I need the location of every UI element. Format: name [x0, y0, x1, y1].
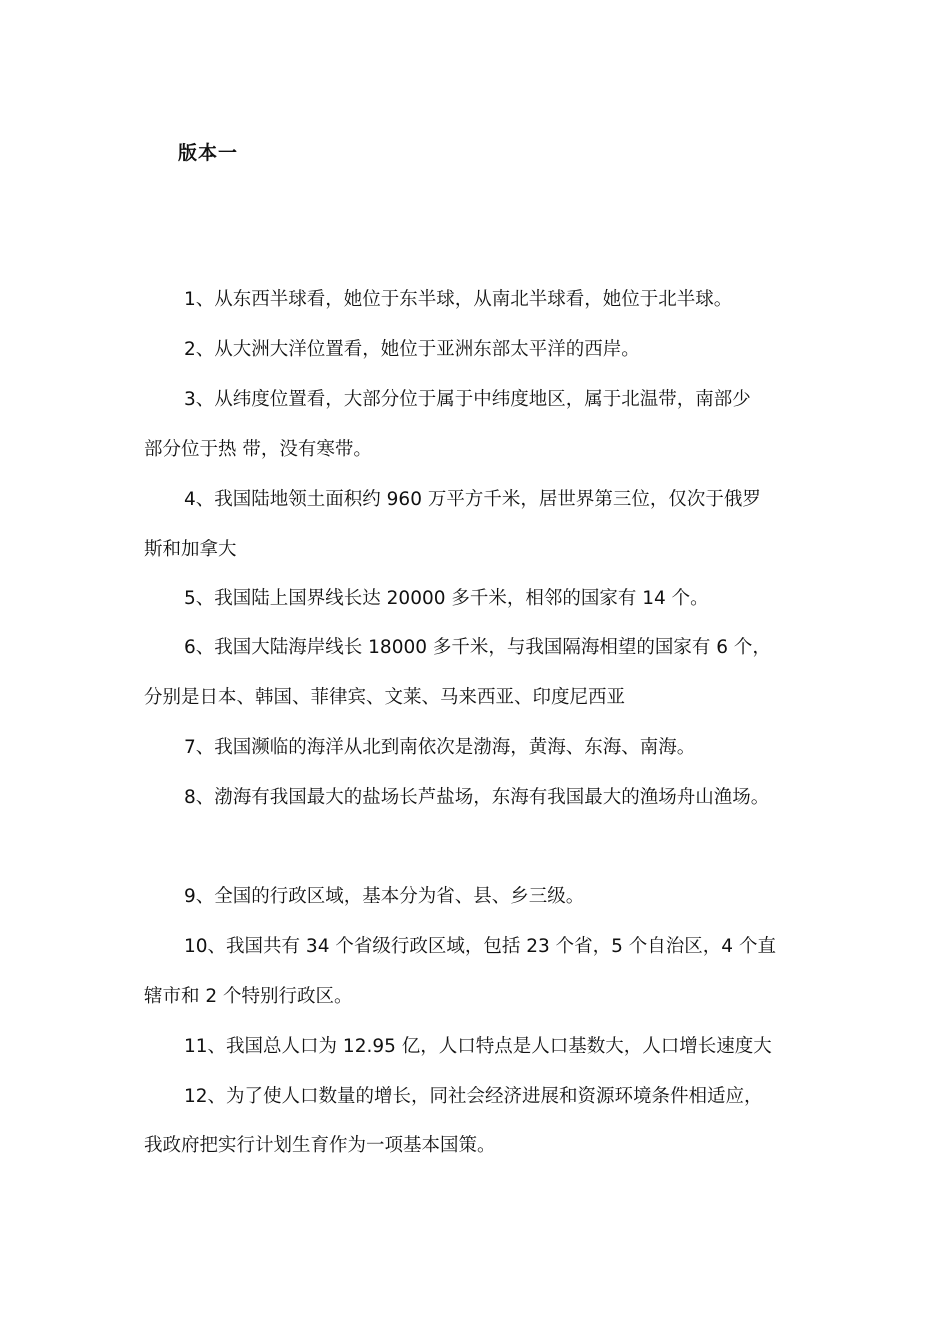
paragraph-line: 斯和加拿大	[144, 539, 237, 560]
paragraph-line: 10、我国共有 34 个省级行政区域，包括 23 个省，5 个自治区，4 个直	[184, 936, 776, 957]
paragraph-line: 3、从纬度位置看，大部分位于属于中纬度地区，属于北温带，南部少	[184, 389, 751, 410]
paragraph-line: 1、从东西半球看，她位于东半球，从南北半球看，她位于北半球。	[184, 289, 733, 310]
paragraph-line: 4、我国陆地领土面积约 960 万平方千米，居世界第三位，仅次于俄罗	[184, 489, 761, 510]
paragraph-line: 7、我国濒临的海洋从北到南依次是渤海，黄海、东海、南海。	[184, 737, 696, 758]
paragraph-line: 9、全国的行政区域，基本分为省、县、乡三级。	[184, 886, 585, 907]
paragraph-line: 6、我国大陆海岸线长 18000 多千米，与我国隔海相望的国家有 6 个，	[184, 637, 771, 658]
paragraph-line: 12、为了使人口数量的增长，同社会经济进展和资源环境条件相适应，	[184, 1086, 763, 1107]
paragraph-line: 11、我国总人口为 12.95 亿，人口特点是人口基数大，人口增长速度大	[184, 1036, 772, 1057]
document-title: 版本一	[178, 142, 239, 164]
paragraph-line: 5、我国陆上国界线长达 20000 多千米，相邻的国家有 14 个。	[184, 588, 709, 609]
paragraph-line: 分别是日本、韩国、菲律宾、文莱、马来西亚、印度尼西亚	[144, 687, 626, 708]
paragraph-line: 我政府把实行计划生育作为一项基本国策。	[144, 1135, 496, 1156]
paragraph-line: 2、从大洲大洋位置看，她位于亚洲东部太平洋的西岸。	[184, 339, 640, 360]
paragraph-line: 8、渤海有我国最大的盐场长芦盐场，东海有我国最大的渔场舟山渔场。	[184, 787, 770, 808]
paragraph-line: 部分位于热 带，没有寒带。	[144, 439, 372, 460]
paragraph-line: 辖市和 2 个特别行政区。	[144, 986, 353, 1007]
